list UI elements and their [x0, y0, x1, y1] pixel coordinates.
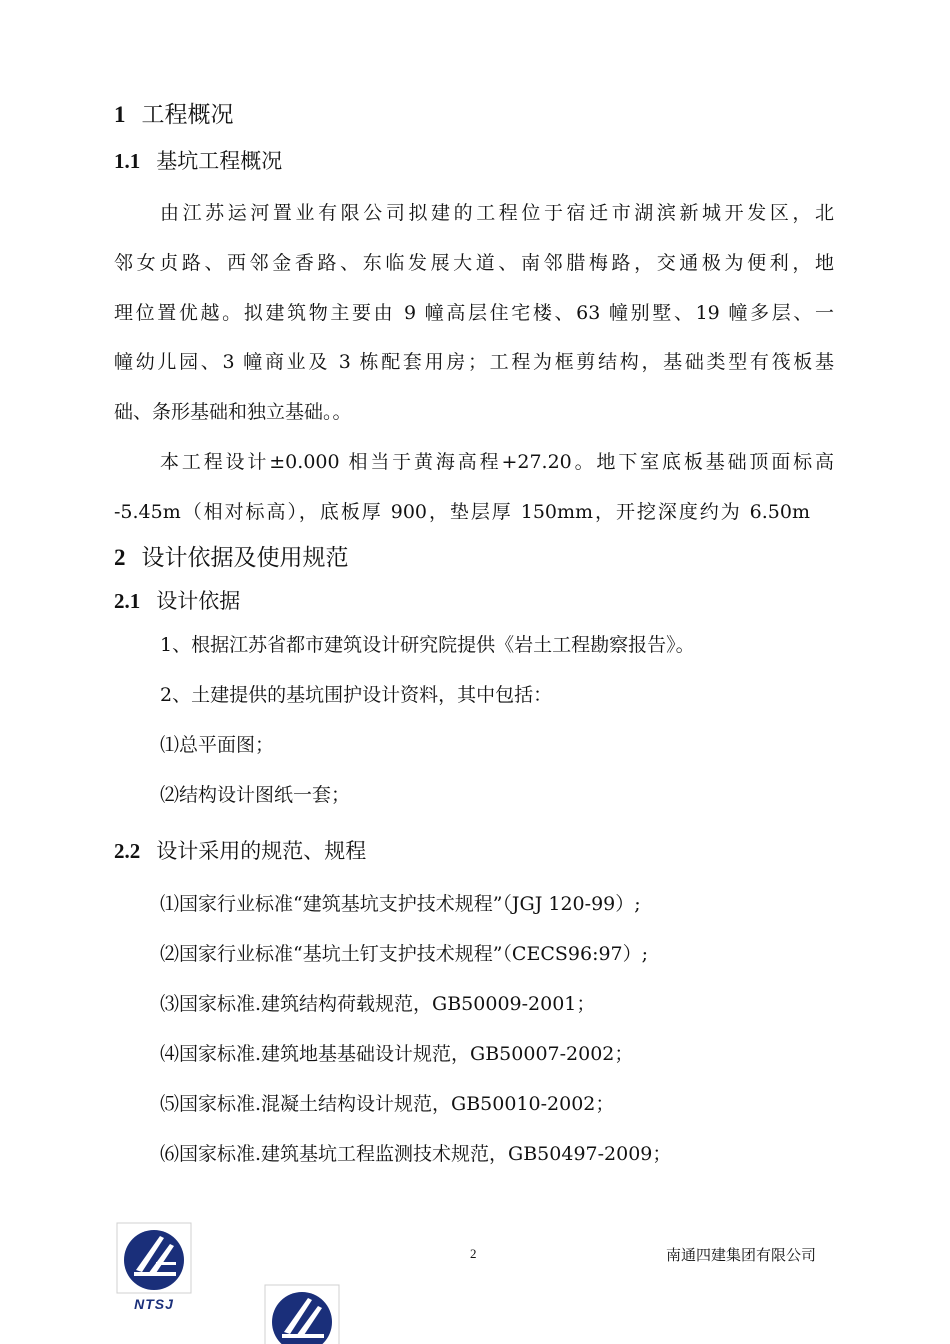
standard-item-6: ⑹国家标准.建筑基坑工程监测技术规范，GB50497-2009； [160, 1143, 672, 1165]
standard-item-3: ⑶国家标准.建筑结构荷载规范，GB50009-2001； [160, 993, 596, 1015]
page-number: 2 [470, 1246, 477, 1261]
section-title: 基坑工程概况 [156, 149, 283, 173]
basis-item-1: 1、根据江苏省都市建筑设计研究院提供《岩土工程勘察报告》。 [160, 634, 695, 656]
section-1-heading [114, 96, 234, 129]
standard-item-5: ⑸国家标准.混凝土结构设计规范，GB50010-2002； [160, 1093, 615, 1115]
logo-text: NTSJ [134, 1296, 174, 1312]
basis-item-2: 2、土建提供的基坑围护设计资料，其中包括： [160, 684, 553, 706]
basis-item-4: ⑵结构设计图纸一套； [160, 784, 351, 806]
section-2-heading [114, 539, 349, 572]
paragraph-2-line-1: 本工程设计±0.000 相当于黄海高程+27.20。地下室底板基础顶面标高 [160, 451, 834, 473]
section-number: 2.1 [114, 589, 141, 613]
standard-item-2: ⑵国家行业标准“基坑土钉支护技术规程”（CECS96:97）; [160, 943, 649, 965]
company-logo [116, 1222, 192, 1314]
footer-company-name: 南通四建集团有限公司 [666, 1246, 817, 1264]
paragraph-2-line-2: -5.45m（相对标高），底板厚 900，垫层厚 150mm，开挖深度约为 6.50m [114, 501, 810, 523]
section-number: 2 [114, 545, 126, 570]
section-1-1-heading [114, 145, 282, 175]
paragraph-1-line-2: 邻女贞路、西邻金香路、东临发展大道、南邻腊梅路，交通极为便利，地 [114, 252, 834, 274]
standard-item-4: ⑷国家标准.建筑地基基础设计规范，GB50007-2002； [160, 1043, 634, 1065]
standard-item-1: ⑴国家行业标准“建筑基坑支护技术规程”（JGJ 120-99）; [160, 893, 641, 915]
paragraph-1-line-5: 础、条形基础和独立基础。。 [114, 401, 352, 423]
section-title: 设计依据 [156, 589, 241, 613]
logo-emblem-icon [264, 1284, 340, 1344]
paragraph-1-line-4: 幢幼儿园、3 幢商业及 3 栋配套用房；工程为框剪结构，基础类型有筏板基 [114, 351, 834, 373]
company-logo-secondary [264, 1284, 340, 1344]
section-2-2-heading [114, 835, 366, 865]
section-2-1-heading [114, 585, 240, 615]
paragraph-1-line-1: 由江苏运河置业有限公司拟建的工程位于宿迁市湖滨新城开发区，北 [160, 202, 834, 224]
logo-emblem-icon [116, 1222, 192, 1294]
basis-item-3: ⑴总平面图； [160, 734, 275, 756]
paragraph-1-line-3: 理位置优越。拟建筑物主要由 9 幢高层住宅楼、63 幢别墅、19 幢多层、一 [114, 302, 834, 324]
section-number: 2.2 [114, 839, 141, 863]
section-number: 1 [114, 102, 126, 127]
section-title: 工程概况 [141, 102, 234, 128]
section-title: 设计依据及使用规范 [141, 545, 349, 571]
section-number: 1.1 [114, 149, 141, 173]
section-title: 设计采用的规范、规程 [156, 839, 367, 863]
